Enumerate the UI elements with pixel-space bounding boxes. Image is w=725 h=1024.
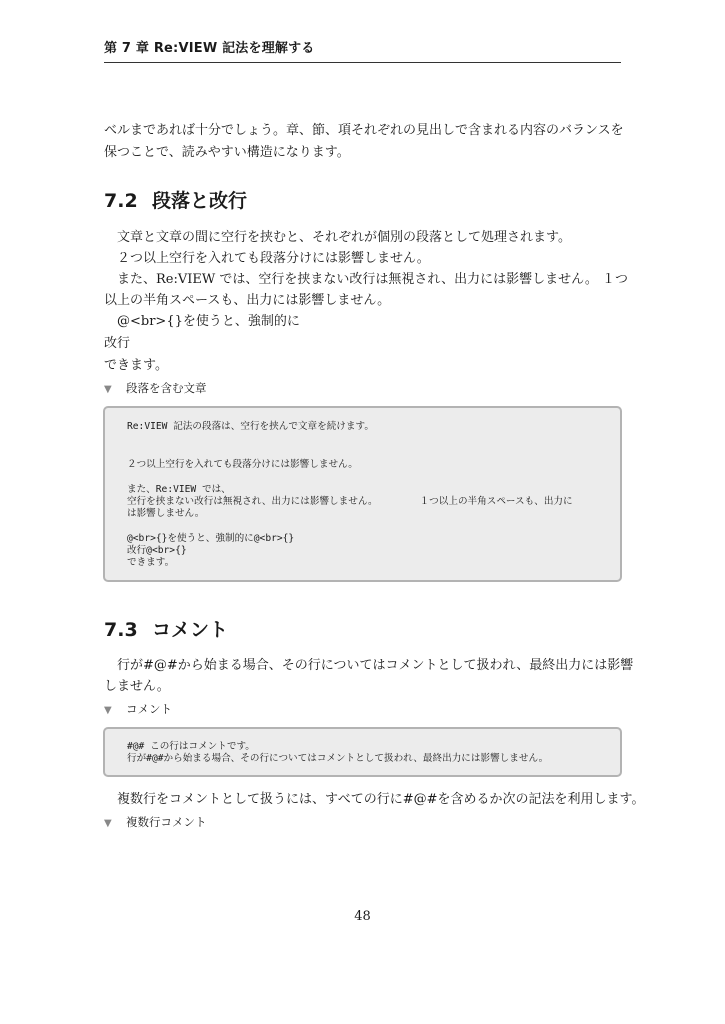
- listing-caption: ▼ 段落を含む文章: [104, 380, 207, 398]
- section-heading-7-3: [104, 618, 228, 642]
- page-number: 48: [354, 909, 371, 924]
- paragraph-line: @<br>{}を使うと、強制的に: [117, 314, 300, 329]
- paragraph-line: 改行: [104, 336, 131, 351]
- section-title: コメント: [152, 619, 229, 641]
- code-line: また、Re:VIEW では、: [127, 484, 231, 495]
- caption-triangle-icon: ▼: [104, 384, 112, 395]
- paragraph-line: 行が#@#から始まる場合、その行についてはコメントとして扱われ、最終出力には影響: [117, 658, 634, 673]
- section-heading-7-2: [104, 189, 247, 213]
- listing-caption: ▼ 複数行コメント: [104, 814, 207, 832]
- code-line: できます。: [127, 557, 175, 568]
- code-line: ２つ以上空行を入れても段落分けには影響しません。: [127, 459, 358, 470]
- paragraph-line: できます。: [104, 358, 168, 373]
- intro-line-2: 保つことで、読みやすい構造になります。: [104, 145, 350, 160]
- listing-caption: ▼ コメント: [104, 701, 172, 719]
- code-listing-paragraphs: [103, 406, 622, 582]
- code-line: Re:VIEW 記法の段落は、空行を挟んで文章を続けます。: [127, 421, 374, 432]
- code-line: 空行を挟まない改行は無視され、出力には影響しません。 １つ以上の半角スペースも、出力に: [127, 496, 573, 507]
- paragraph-line: また、Re:VIEW では、空行を挟まない改行は無視され、出力には影響しません。 １つ: [117, 272, 629, 287]
- paragraph-line: 複数行をコメントとして扱うには、すべての行に#@#を含めるか次の記法を利用します。: [117, 792, 645, 807]
- paragraph-line: 文章と文章の間に空行を挟むと、それぞれが個別の段落として処理されます。: [117, 230, 571, 245]
- paragraph-line: しません。: [104, 679, 170, 694]
- code-listing-comment: [103, 727, 622, 777]
- code-line: は影響しません。: [127, 508, 205, 519]
- caption-triangle-icon: ▼: [104, 818, 112, 829]
- running-header: [104, 40, 621, 63]
- running-header-title: 第 7 章 Re:VIEW 記法を理解する: [104, 41, 315, 56]
- caption-triangle-icon: ▼: [104, 705, 112, 716]
- code-line: 改行@<br>{}: [127, 545, 187, 556]
- section-number: 7.3: [104, 619, 138, 641]
- section-title: 段落と改行: [152, 190, 248, 212]
- paragraph-line: ２つ以上空行を入れても段落分けには影響しません。: [117, 251, 430, 266]
- code-line: 行が#@#から始まる場合、その行についてはコメントとして扱われ、最終出力には影響しません。: [127, 753, 549, 764]
- code-line: @<br>{}を使うと、強制的に@<br>{}: [127, 533, 295, 544]
- code-line: #@# この行はコメントです。: [127, 741, 255, 752]
- section-number: 7.2: [104, 190, 138, 212]
- paragraph-line: 以上の半角スペースも、出力には影響しません。: [104, 293, 391, 308]
- intro-line-1: ベルまであれば十分でしょう。章、節、項それぞれの見出しで含まれる内容のバランスを: [104, 123, 624, 138]
